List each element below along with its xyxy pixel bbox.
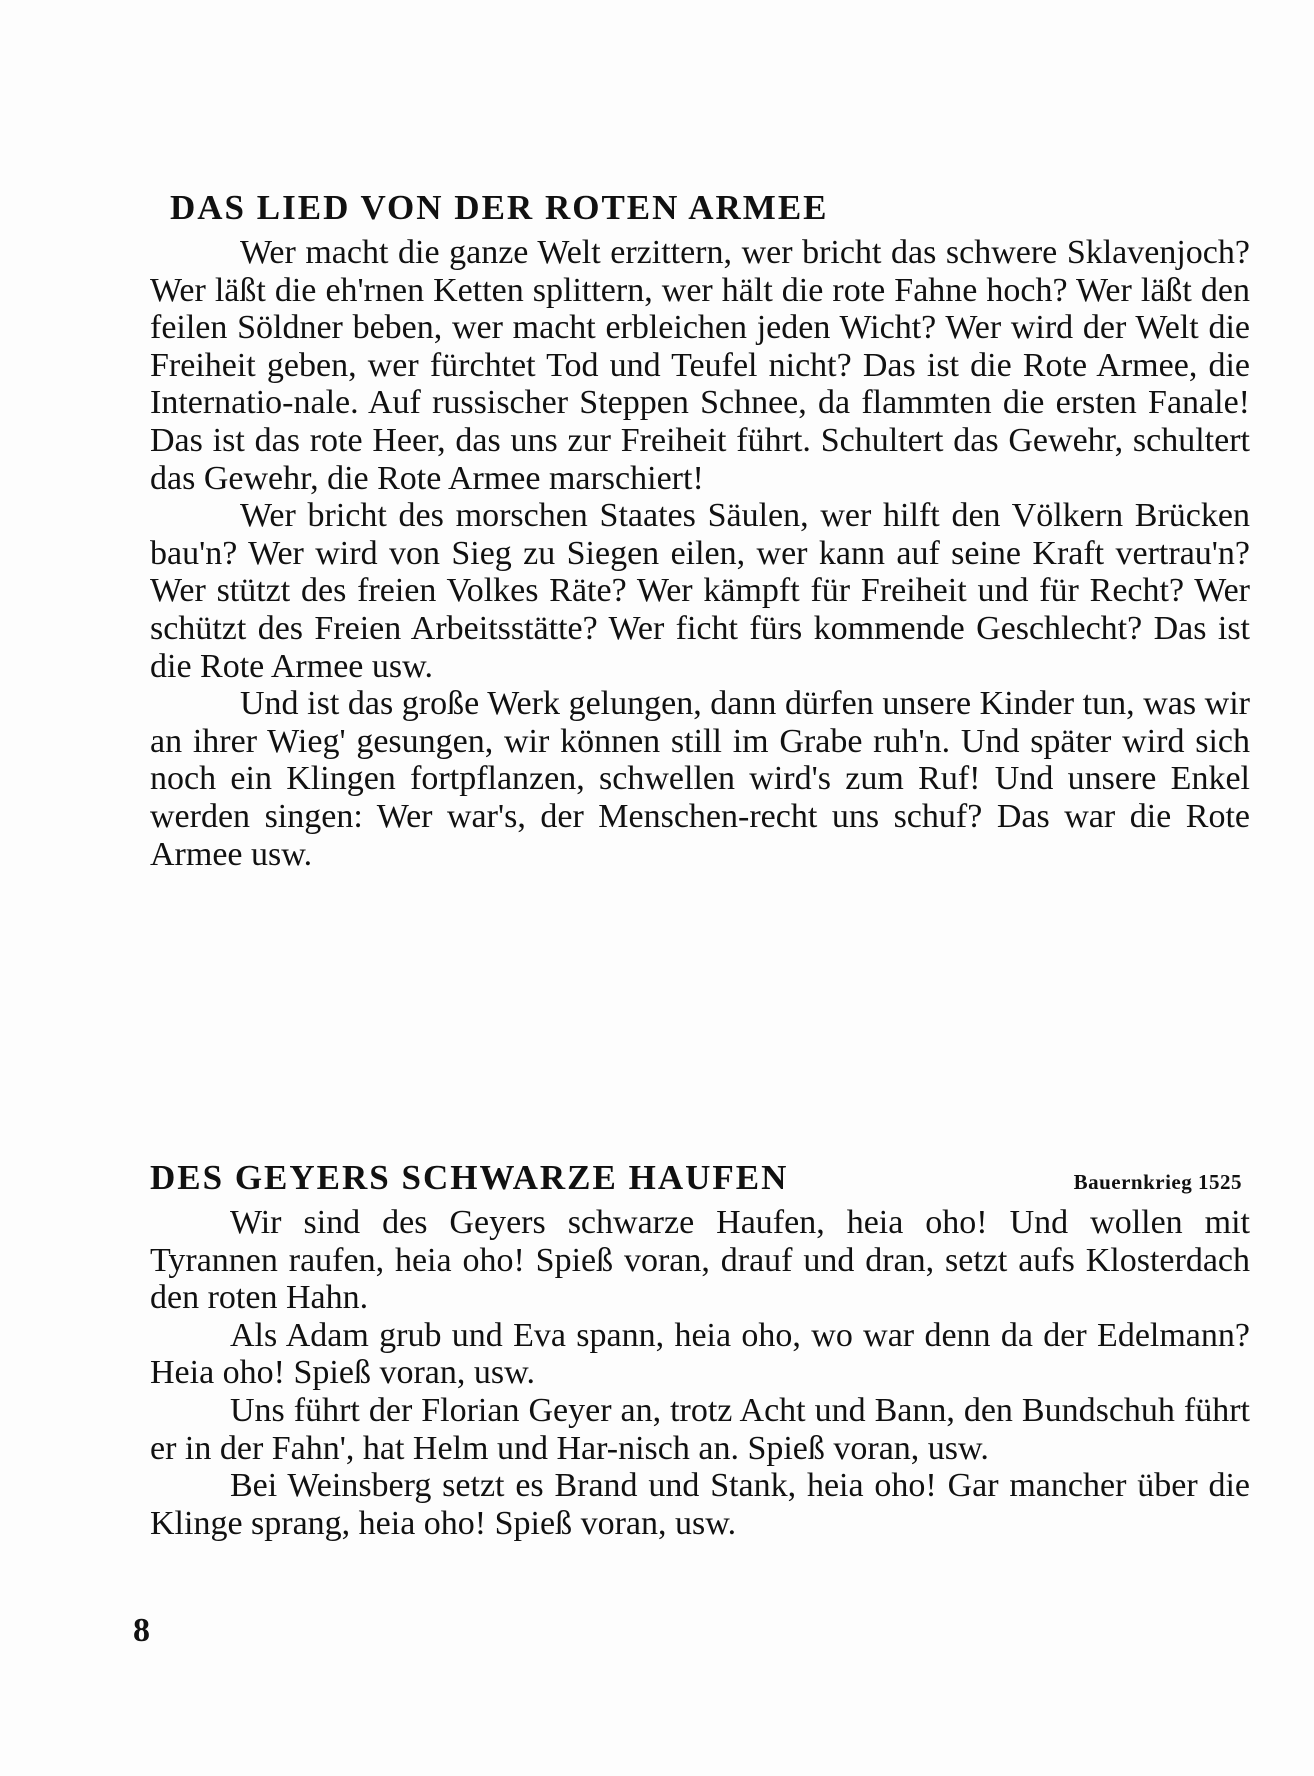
- song-title: DES GEYERS SCHWARZE HAUFEN: [150, 1158, 789, 1197]
- stanza: Und ist das große Werk gelungen, dann dürfen unsere Kinder tun, was wir an ihrer Wieg' gesungen, wir können still im Grabe ruh'n. Und später wird sich noch ein Klingen fortpflanzen, schwellen wird's zum Ruf! Und unsere Enkel werden singen: Wer war's, der Menschen-recht uns schuf? Das war die Rote Armee usw.: [150, 685, 1250, 873]
- stanza: Wer macht die ganze Welt erzittern, wer bricht das schwere Sklavenjoch? Wer läßt die eh'rnen Ketten splittern, wer hält die rote Fahne hoch? Wer läßt den feilen Söldner beben, wer macht erbleichen jeden Wicht? Wer wird der Welt die Freiheit geben, wer fürchtet Tod und Teufel nicht? Das ist die Rote Armee, die Internatio-nale. Auf russischer Steppen Schnee, da flammten die ersten Fanale! Das ist das rote Heer, das uns zur Freiheit führt. Schultert das Gewehr, schultert das Gewehr, die Rote Armee marschiert!: [150, 234, 1250, 497]
- song-title: DAS LIED VON DER ROTEN ARMEE: [170, 188, 829, 227]
- stanza: Uns führt der Florian Geyer an, trotz Acht und Bann, den Bundschuh führt er in der Fahn', hat Helm und Har-nisch an. Spieß voran, usw.: [150, 1391, 1250, 1467]
- stanza: Wir sind des Geyers schwarze Haufen, heia oho! Und wollen mit Tyrannen raufen, heia oho! Spieß voran, drauf und dran, setzt aufs Klosterdach den roten Hahn.: [150, 1204, 1250, 1317]
- song-subtitle: Bauernkrieg 1525: [1073, 1170, 1242, 1194]
- stanza: Als Adam grub und Eva spann, heia oho, wo war denn da der Edelmann? Heia oho! Spieß voran, usw.: [150, 1316, 1250, 1392]
- song-heading: [150, 188, 1250, 228]
- page-number: 8: [133, 1612, 150, 1649]
- song-roten-armee: [150, 188, 1250, 873]
- stanza: Wer bricht des morschen Staates Säulen, wer hilft den Völkern Brücken bau'n? Wer wird von Sieg zu Siegen eilen, wer kann auf seine Kraft vertrau'n? Wer stützt des freien Volkes Räte? Wer kämpft für Freiheit und für Recht? Wer schützt des Freien Arbeitsstätte? Wer ficht fürs kommende Geschlecht? Das ist die Rote Armee usw.: [150, 497, 1250, 685]
- song-geyers-haufen: [150, 1158, 1250, 1542]
- stanza: Bei Weinsberg setzt es Brand und Stank, heia oho! Gar mancher über die Klinge sprang, heia oho! Spieß voran, usw.: [150, 1467, 1250, 1542]
- song-heading: [150, 1158, 1250, 1198]
